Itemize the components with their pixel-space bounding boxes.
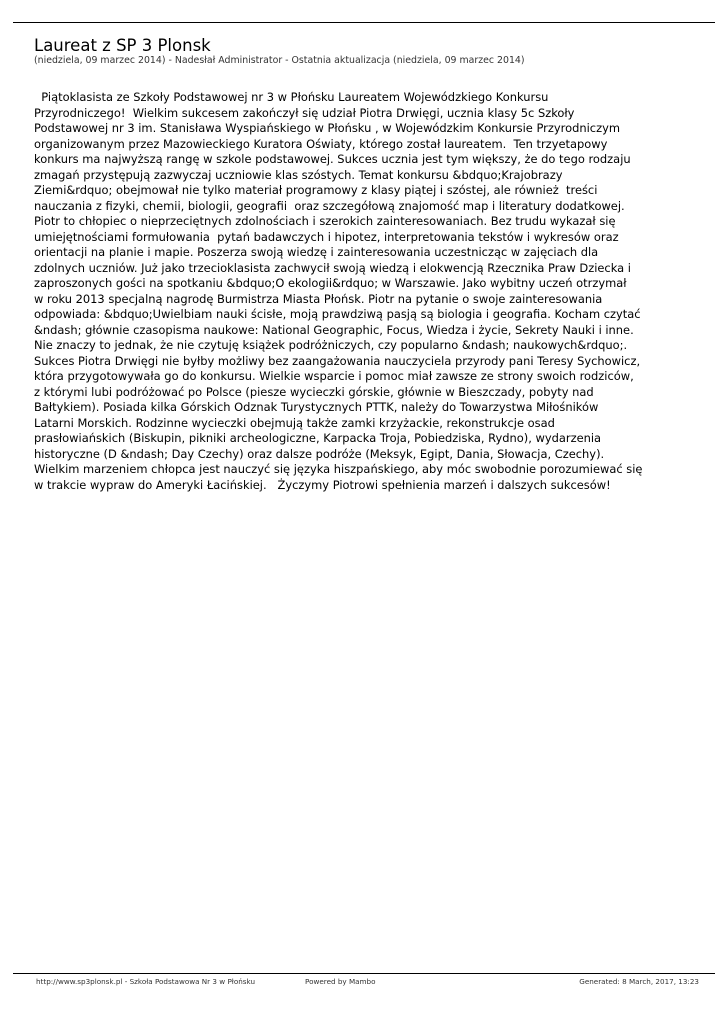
body-line: Latarni Morskich. Rodzinne wycieczki obejmują także zamki krzyżackie, rekonstrukcje osad <box>34 415 555 430</box>
body-line: &ndash; głównie czasopisma naukowe: National Geographic, Focus, Wiedza i życie, Sekrety Nauki i inne. <box>34 322 634 337</box>
body-line: Podstawowej nr 3 im. Stanisława Wyspiańskiego w Płońsku , w Wojewódzkim Konkursie Przyrodniczym <box>34 121 620 135</box>
header-divider <box>13 22 715 23</box>
body-line: Wielkim marzeniem chłopca jest nauczyć się języka hiszpańskiego, aby móc swobodnie porozumiewać się <box>34 462 643 476</box>
body-line: która przygotowywała go do konkursu. Wielkie wsparcie i pomoc miał zawsze ze strony swoich rodziców, <box>34 369 634 383</box>
body-line: w trakcie wypraw do Ameryki Łacińskiej. Życzymy Piotrowi spełnienia marzeń i dalszych sukcesów! <box>34 477 611 492</box>
body-line: Bałtykiem). Posiada kilka Górskich Odznak Turystycznych PTTK, należy do Towarzystwa Miłośników <box>34 400 599 414</box>
body-line: orientacji na planie i mapie. Poszerza swoją wiedzę i zainteresowania uczestnicząc w zajęciach dla <box>34 245 599 259</box>
body-line: Ziemi&rdquo; obejmował nie tylko materiał programowy z klasy piątej i szóstej, ale również treści <box>34 183 598 197</box>
body-line: prasłowiańskich (Biskupin, pikniki archeologiczne, Karpacka Troja, Pobiedziska, Rydno), wydarzenia <box>34 431 602 445</box>
body-line: zmagań przystępują zazwyczaj uczniowie klas szóstych. Temat konkursu &bdquo;Krajobrazy <box>34 167 563 182</box>
footer-site-url: http://www.sp3plonsk.pl - Szkoła Podstawowa Nr 3 w Płońsku <box>36 977 256 986</box>
body-line: umiejętnościami formułowania pytań badawczych i hipotez, interpretowania tekstów i wykresów oraz <box>34 229 619 244</box>
body-line: odpowiada: &bdquo;Uwielbiam nauki ścisłe, moją prawdziwą pasją są biologia i geografia. Kocham czytać <box>34 307 641 321</box>
footer-divider <box>13 973 715 974</box>
body-line: w roku 2013 specjalną nagrodę Burmistrza Miasta Płońsk. Piotr na pytanie o swoje zainteresowania <box>34 291 603 306</box>
body-line: Sukces Piotra Drwięgi nie byłby możliwy bez zaangażowania nauczyciela przyrody pani Teresy Sychowicz, <box>34 353 641 368</box>
body-line: organizowanym przez Mazowieckiego Kuratora Oświaty, którego został laureatem. Ten trzyetapowy <box>34 136 608 151</box>
body-line: Przyrodniczego! Wielkim sukcesem zakończył się udział Piotra Drwięgi, ucznia klasy 5c Szkoły <box>34 105 575 120</box>
footer-generated-date: Generated: 8 March, 2017, 13:23 <box>579 977 699 986</box>
body-line: nauczania z fizyki, chemii, biologii, geografii oraz szczegółową znajomość map i literatury dodatkowej. <box>34 198 625 213</box>
body-line: Nie znaczy to jednak, że nie czytuję książek podróżniczych, czy popularno &ndash; naukowych&rdquo;. <box>34 338 628 352</box>
article-title: Laureat z SP 3 Plonsk <box>34 36 211 55</box>
body-line: zaproszonych gości na spotkaniu &bdquo;O ekologii&rdquo; w Warszawie. Jako wybitny uczeń otrzymał <box>34 276 627 290</box>
body-line: Piotr to chłopiec o nieprzeciętnych zdolnościach i szerokich zainteresowaniach. Bez trudu wykazał się <box>34 214 616 228</box>
body-line: historyczne (D &ndash; Day Czechy) oraz dalsze podróże (Meksyk, Egipt, Dania, Słowacja, Czechy). <box>34 446 605 461</box>
body-line: z którymi lubi podróżować po Polsce (piesze wycieczki górskie, głównie w Bieszczady, pobyty nad <box>34 384 594 399</box>
article-meta: (niedziela, 09 marzec 2014) - Nadesłał Administrator - Ostatnia aktualizacja (niedziela, 09 marzec 2014) <box>34 55 525 66</box>
body-line: Piątoklasista ze Szkoły Podstawowej nr 3 w Płońsku Laureatem Wojewódzkiego Konkursu <box>34 90 549 104</box>
footer-powered-by: Powered by Mambo <box>305 977 376 986</box>
body-line: konkurs ma najwyższą rangę w szkole podstawowej. Sukces ucznia jest tym większy, że do tego rodzaju <box>34 152 631 166</box>
body-line: zdolnych uczniów. Już jako trzecioklasista zachwycił swoją wiedzą i elokwencją Rzecznika Praw Dziecka i <box>34 260 631 275</box>
article-body <box>34 90 719 493</box>
